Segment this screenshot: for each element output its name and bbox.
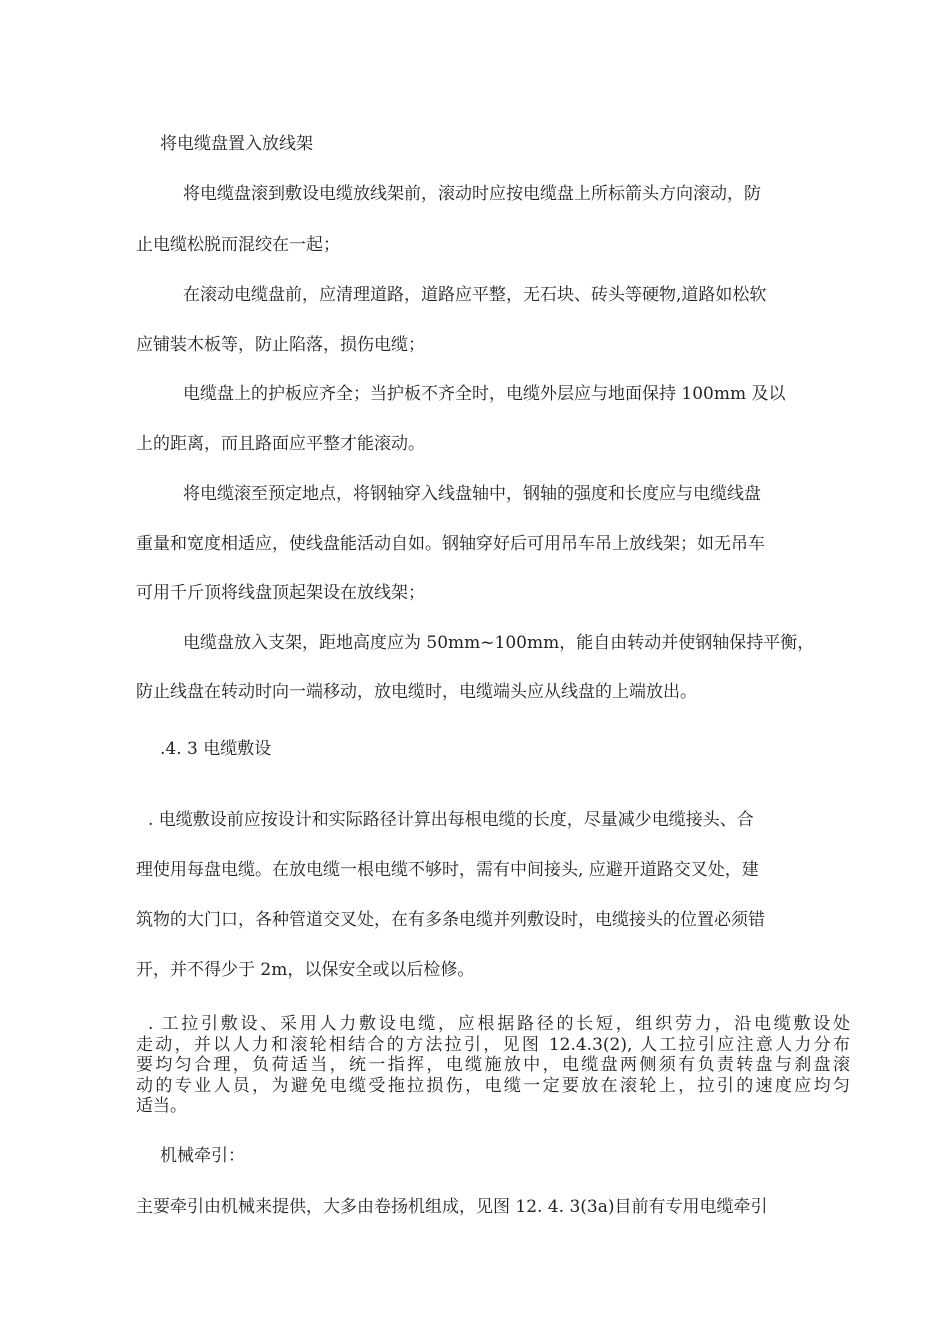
- paragraph-7-line-3: 要均匀合理，负荷适当，统一指挥，电缆施放中，电缆盘两侧须有负责转盘与刹盘滚: [136, 1055, 850, 1075]
- paragraph-4-line-3: 可用千斤顶将线盘顶起架设在放线架；: [136, 583, 425, 603]
- subheading-mechanical-traction: 机械牵引：: [160, 1146, 245, 1166]
- paragraph-2-line-2: 应铺装木板等，防止陷落，损伤电缆；: [136, 335, 425, 355]
- paragraph-2-line-1: 在滚动电缆盘前，应清理道路，道路应平整，无石块、砖头等硬物,道路如松软: [183, 285, 767, 305]
- paragraph-5-line-2: 防止线盘在转动时向一端移动，放电缆时，电缆端头应从线盘的上端放出。: [136, 682, 697, 702]
- paragraph-7-line-4: 动的专业人员，为避免电缆受拖拉损伤，电缆一定要放在滚轮上，拉引的速度应均匀: [136, 1075, 850, 1096]
- paragraph-7-line-2: 走动，并以人力和滚轮相结合的方法拉引，见图 12.4.3(2), 人工拉引应注意人力分布: [136, 1034, 850, 1055]
- paragraph-4-line-2: 重量和宽度相适应，使线盘能活动自如。钢轴穿好后可用吊车吊上放线架；如无吊车: [136, 534, 765, 554]
- paragraph-1-line-2: 止电缆松脱而混绞在一起；: [136, 235, 340, 255]
- paragraph-6-line-4: 开，并不得少于 2m，以保安全或以后检修。: [136, 960, 475, 980]
- paragraph-6-line-1: . 电缆敷设前应按设计和实际路径计算出每根电缆的长度，尽量减少电缆接头、合: [148, 810, 754, 830]
- paragraph-7-line-1: . 工拉引敷设、采用人力敷设电缆，应根据路径的长短，组织劳力，沿电缆敷设处: [148, 1014, 850, 1034]
- section-heading: .4. 3 电缆敷设: [160, 739, 272, 759]
- paragraph-1-line-1: 将电缆盘滚到敷设电缆放线架前，滚动时应按电缆盘上所标箭头方向滚动，防: [183, 184, 761, 204]
- paragraph-8-line-1: 主要牵引由机械来提供，大多由卷扬机组成，见图 12. 4. 3(3a)目前有专用电缆牵引: [136, 1197, 768, 1217]
- paragraph-5-line-1: 电缆盘放入支架，距地高度应为 50mm~100mm，能自由转动并使钢轴保持平衡，: [183, 633, 815, 653]
- paragraph-3-line-1: 电缆盘上的护板应齐全；当护板不齐全时，电缆外层应与地面保持 100mm 及以: [183, 384, 786, 404]
- paragraph-3-line-2: 上的距离，而且路面应平整才能滚动。: [136, 434, 425, 454]
- paragraph-7-line-5: 适当。: [136, 1096, 187, 1116]
- paragraph-4-line-1: 将电缆滚至预定地点，将钢轴穿入线盘轴中，钢轴的强度和长度应与电缆线盘: [183, 484, 761, 504]
- paragraph-6-line-3: 筑物的大门口，各种管道交叉处，在有多条电缆并列敷设时，电缆接头的位置必须错: [136, 910, 765, 930]
- paragraph-6-line-2: 理使用每盘电缆。在放电缆一根电缆不够时，需有中间接头, 应避开道路交叉处，建: [136, 860, 759, 880]
- subheading-reel-placement: 将电缆盘置入放线架: [160, 134, 313, 154]
- paragraph-7: [136, 1014, 850, 1117]
